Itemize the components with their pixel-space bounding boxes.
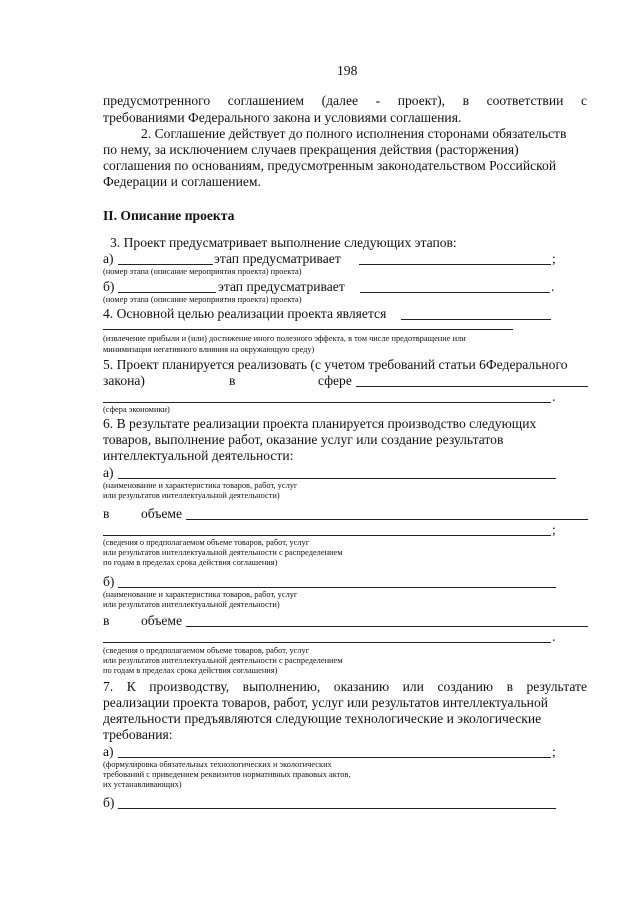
item7-word: созданию — [437, 679, 494, 694]
item4-fill-line-2 — [103, 329, 513, 330]
item6-a-vol-fill-line-2 — [103, 535, 551, 536]
intro-line-2: требованиями Федерального закона и условиями соглашения. — [103, 110, 462, 125]
item7-b-prefix: б) — [103, 795, 115, 810]
item7-a-note-1: (формулировка обязательных технологических и экологических — [103, 760, 332, 769]
item3-b-mid: этап предусматривает — [218, 279, 345, 294]
item6-b-vol-end: . — [552, 629, 556, 644]
item4-text: 4. Основной целью реализации проекта является — [103, 306, 387, 321]
item6-b-vol-note-2: или результатов интеллектуальной деятельности с распределением — [103, 656, 343, 665]
item6-a-vol-w2: объеме — [141, 506, 183, 521]
intro-word: в — [462, 93, 470, 108]
item7-a-prefix: а) — [103, 744, 114, 759]
item7-word: в — [506, 679, 513, 694]
item3-a-blank-line — [118, 264, 213, 265]
item7-line-3: деятельности предъявляются следующие технологические и экологические — [103, 711, 542, 726]
intro-word: с — [580, 93, 588, 108]
item3-a-note: (номер этапа (описание мероприятия проекта) проекта) — [103, 267, 302, 276]
item6-b-vol-fill-line-1 — [186, 626, 588, 627]
item6-a-note-2: или результатов интеллектуальной деятельности) — [103, 491, 280, 500]
item7-a-note-3: их устанавливающих) — [103, 780, 182, 789]
item7-word: оказанию — [333, 679, 390, 694]
item7-a-note-2: требований с приведением реквизитов нормативных правовых актов, — [103, 770, 351, 779]
item5-line-1: 5. Проект планируется реализовать (с учетом требований статьи 6Федерального — [103, 357, 568, 372]
item3-b-fill-line — [360, 292, 550, 293]
intro-word: - — [375, 93, 381, 108]
item6-line-1: 6. В результате реализации проекта планируется производство следующих — [103, 416, 537, 431]
section-heading: II. Описание проекта — [103, 208, 235, 223]
item2-line-2: по нему, за исключением случаев прекращения действия (расторжения) — [103, 142, 519, 157]
item7-b-fill-line — [118, 808, 556, 809]
item6-b-vol-note-3: по годам в пределах срока действия соглашения) — [103, 666, 278, 675]
item7-word: К — [126, 679, 136, 694]
intro-word: соглашением — [227, 93, 305, 108]
item5-fill-line-1 — [356, 386, 588, 387]
item7-word: или — [402, 679, 424, 694]
item7-word: выполнению, — [242, 679, 321, 694]
item6-a-vol-note-1: (сведения о предполагаемом объеме товаров, работ, услуг — [103, 538, 310, 547]
item7-word: производству, — [149, 679, 230, 694]
item6-b-fill-line — [118, 587, 556, 588]
item6-line-2: товаров, выполнение работ, оказание услуг или создание результатов — [103, 432, 504, 447]
item3-a-fill-line — [359, 264, 551, 265]
item4-note-line-1: (извлечение прибыли и (или) достижение иного полезного эффекта, в том числе предотвращение или — [103, 334, 466, 343]
item3-b-prefix: б) — [103, 279, 115, 294]
item5-fill-line-2 — [103, 402, 551, 403]
item7-word: 7. — [103, 679, 114, 694]
intro-word: предусмотренного — [103, 93, 211, 108]
item7-line-4: требования: — [103, 727, 173, 742]
item6-b-vol-fill-line-2 — [103, 642, 551, 643]
item5-note: (сфера экономики) — [103, 405, 170, 414]
item3-a-prefix: а) — [103, 251, 114, 266]
item6-b-note-1: (наименование и характеристика товаров, работ, услуг — [103, 590, 298, 599]
item2-line-3: соглашения по основаниям, предусмотренным законодательством Российской — [103, 158, 557, 173]
item6-a-vol-end: ; — [552, 522, 556, 537]
item7-a-fill-line — [118, 757, 551, 758]
intro-word: (далее — [321, 93, 359, 108]
item5-end: . — [552, 389, 556, 404]
item6-a-vol-w1: в — [103, 506, 110, 521]
item6-line-3: интеллектуальной деятельности: — [103, 448, 294, 463]
item6-a-prefix: а) — [103, 465, 114, 480]
page-number: 198 — [337, 63, 358, 78]
item3-text: 3. Проект предусматривает выполнение следующих этапов: — [110, 235, 457, 250]
item6-a-vol-note-2: или результатов интеллектуальной деятельности с распределением — [103, 548, 343, 557]
item6-a-vol-fill-line-1 — [186, 519, 588, 520]
item6-b-vol-w2: объеме — [141, 613, 183, 628]
item6-b-prefix: б) — [103, 574, 115, 589]
item6-b-vol-w1: в — [103, 613, 110, 628]
item3-b-end: . — [551, 279, 555, 294]
item5-line-2-w1: закона) — [103, 373, 145, 388]
item7-line-2: реализации проекта товаров, работ, услуг или результатов интеллектуальной — [103, 695, 549, 710]
item6-a-vol-note-3: по годам в пределах срока действия соглашения) — [103, 558, 278, 567]
item4-fill-line-1 — [401, 319, 551, 320]
item6-a-note-1: (наименование и характеристика товаров, работ, услуг — [103, 481, 298, 490]
item6-b-note-2: или результатов интеллектуальной деятельности) — [103, 600, 280, 609]
item3-a-mid: этап предусматривает — [214, 251, 341, 266]
intro-word: проект), — [397, 93, 446, 108]
item5-line-2-w2: в — [229, 373, 236, 388]
item6-a-fill-line — [118, 478, 556, 479]
item7-word: результате — [526, 679, 587, 694]
item3-a-end: ; — [552, 251, 556, 266]
item4-note-line-2: минимизация негативного влияния на окружающую среду) — [103, 345, 315, 354]
item7-line-1 — [103, 679, 587, 695]
intro-line-1 — [103, 93, 587, 109]
intro-word: соответствии — [486, 93, 564, 108]
item3-b-blank-line — [118, 292, 216, 293]
item3-b-note: (номер этапа (описание мероприятия проекта) проекта) — [103, 295, 302, 304]
item6-b-vol-note-1: (сведения о предполагаемом объеме товаров, работ, услуг — [103, 646, 310, 655]
item7-a-end: ; — [552, 744, 556, 759]
item2-line-4: Федерации и соглашением. — [103, 174, 261, 189]
item2-line-1: 2. Соглашение действует до полного исполнения сторонами обязательств — [141, 126, 567, 141]
item5-line-2-w3: сфере — [318, 373, 352, 388]
